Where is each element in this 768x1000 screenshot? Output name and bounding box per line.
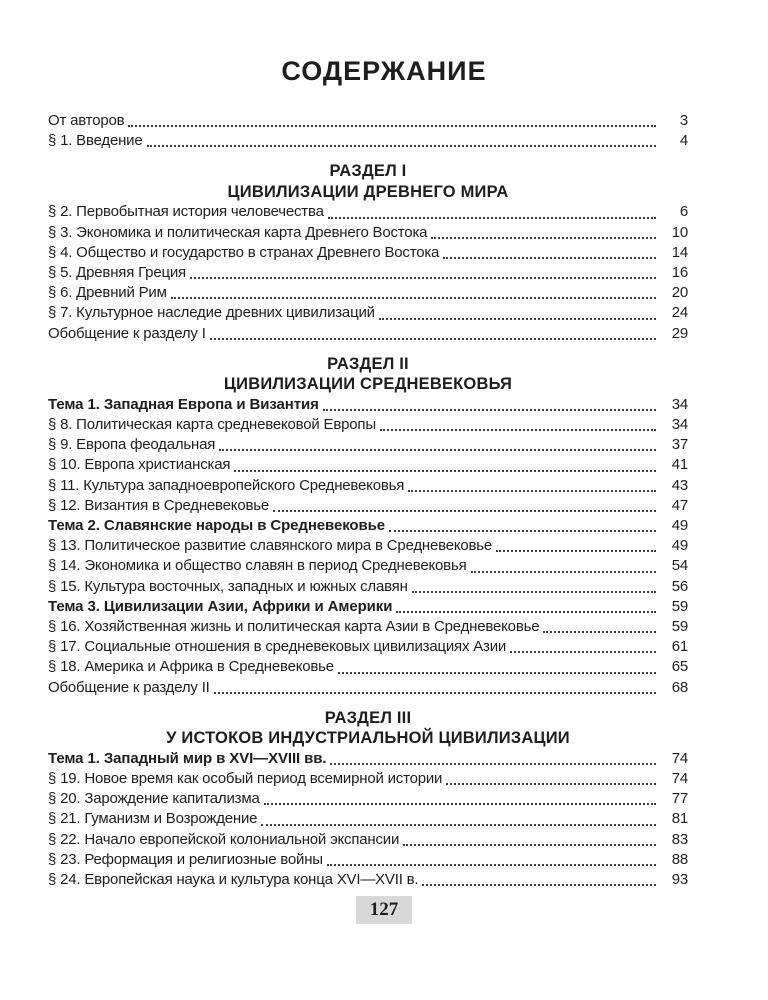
- dot-leader: [219, 449, 656, 451]
- entry-label: § 1. Введение: [48, 132, 143, 150]
- toc-entry: [48, 536, 688, 556]
- toc-entry: [48, 435, 688, 455]
- entry-page-number: 59: [671, 618, 688, 636]
- entry-label: Тема 2. Славянские народы в Средневековье: [48, 517, 385, 535]
- section-title: У ИСТОКОВ ИНДУСТРИАЛЬНОЙ ЦИВИЛИЗАЦИИ: [166, 729, 570, 748]
- toc-entry: [48, 263, 688, 283]
- section-number: РАЗДЕЛ I: [329, 162, 407, 181]
- entry-page-number: 14: [671, 243, 688, 261]
- dot-leader: [338, 672, 656, 674]
- entry-label: § 15. Культура восточных, западных и южных славян: [48, 577, 408, 595]
- toc-entry: [48, 678, 688, 698]
- dot-leader: [234, 470, 656, 472]
- toc-entry: [48, 809, 688, 829]
- entry-label: Тема 3. Цивилизации Азии, Африки и Америки: [48, 597, 393, 615]
- toc-entry: [48, 830, 688, 850]
- entry-page-number: 47: [671, 496, 688, 514]
- toc-entry: [48, 476, 688, 496]
- toc-entry: [48, 223, 688, 243]
- toc-entry: [48, 657, 688, 677]
- entry-label: Тема 1. Западная Европа и Византия: [48, 395, 319, 413]
- entry-page-number: 41: [671, 456, 688, 474]
- entry-page-number: 65: [671, 658, 688, 676]
- toc-entry: [48, 324, 688, 344]
- entry-label: § 7. Культурное наследие древних цивилизаций: [48, 304, 375, 322]
- entry-page-number: 54: [671, 557, 688, 575]
- entry-label: § 21. Гуманизм и Возрождение: [48, 810, 258, 828]
- toc-entry: [48, 243, 688, 263]
- entry-label: § 5. Древняя Греция: [48, 264, 186, 282]
- entry-label: § 3. Экономика и политическая карта Древнего Востока: [48, 223, 428, 241]
- dot-leader: [422, 884, 656, 886]
- dot-leader: [330, 763, 656, 765]
- section-number: РАЗДЕЛ III: [324, 708, 412, 727]
- dot-leader: [403, 844, 656, 846]
- toc-entry: [48, 637, 688, 657]
- entry-label: § 4. Общество и государство в странах Древнего Востока: [48, 243, 440, 261]
- dot-leader: [379, 318, 656, 320]
- entry-page-number: 59: [671, 597, 688, 615]
- entry-label: § 8. Политическая карта средневековой Европы: [48, 416, 376, 434]
- dot-leader: [264, 803, 656, 805]
- entry-label: § 19. Новое время как особый период всемирной истории: [48, 770, 443, 788]
- dot-leader: [273, 510, 656, 512]
- entry-label: § 23. Реформация и религиозные войны: [48, 850, 323, 868]
- entry-page-number: 10: [671, 223, 688, 241]
- entry-label: Обобщение к разделу II: [48, 678, 210, 696]
- entry-page-number: 74: [671, 749, 688, 767]
- entry-label: § 9. Европа феодальная: [48, 436, 216, 454]
- entry-page-number: 3: [679, 112, 688, 129]
- dot-leader: [128, 125, 656, 127]
- toc-entry: [48, 769, 688, 789]
- entry-label: Обобщение к разделу I: [48, 324, 206, 342]
- entry-page-number: 34: [671, 416, 688, 434]
- entry-page-number: 49: [671, 537, 688, 555]
- dot-leader: [190, 277, 656, 279]
- entry-label: § 12. Византия в Средневековье: [48, 496, 269, 514]
- entry-page-number: 43: [671, 476, 688, 494]
- dot-leader: [412, 591, 656, 593]
- dot-leader: [408, 490, 656, 492]
- dot-leader: [389, 530, 656, 532]
- page-title: СОДЕРЖАНИЕ: [281, 56, 487, 86]
- entry-label: § 13. Политическое развитие славянского мира в Средневековье: [48, 537, 493, 555]
- entry-label: § 10. Европа христианская: [48, 456, 231, 474]
- section-title: ЦИВИЛИЗАЦИИ СРЕДНЕВЕКОВЬЯ: [223, 375, 513, 394]
- entry-page-number: 56: [671, 577, 688, 595]
- entry-page-number: 61: [671, 638, 688, 656]
- toc-entry: [48, 202, 688, 222]
- dot-leader: [446, 783, 656, 785]
- toc-entry: [48, 283, 688, 303]
- dot-leader: [496, 550, 656, 552]
- dot-leader: [327, 864, 656, 866]
- section-title: ЦИВИЛИЗАЦИИ ДРЕВНЕГО МИРА: [227, 182, 509, 201]
- dot-leader: [261, 824, 656, 826]
- dot-leader: [431, 237, 656, 239]
- dot-leader: [510, 651, 656, 653]
- entry-label: § 2. Первобытная история человечества: [48, 203, 324, 221]
- toc-entry: [48, 395, 688, 415]
- dot-leader: [147, 145, 656, 147]
- dot-leader: [380, 429, 656, 431]
- toc-entry: [48, 789, 688, 809]
- dot-leader: [214, 692, 656, 694]
- entry-page-number: 24: [671, 304, 688, 322]
- entry-page-number: 4: [679, 132, 688, 150]
- toc-entry: [48, 415, 688, 435]
- entry-label: § 22. Начало европейской колониальной экспансии: [48, 830, 400, 848]
- entry-label: § 17. Социальные отношения в средневековых цивилизациях Азии: [48, 638, 507, 656]
- entry-page-number: 6: [679, 203, 688, 221]
- toc-entry: [48, 556, 688, 576]
- entry-page-number: 29: [671, 324, 688, 342]
- entry-label: § 14. Экономика и общество славян в период Средневековья: [48, 557, 467, 575]
- toc-entry: [48, 455, 688, 475]
- table-of-contents: [48, 111, 688, 890]
- dot-leader: [323, 409, 656, 411]
- dot-leader: [443, 257, 656, 259]
- toc-entry: [48, 850, 688, 870]
- toc-entry: [48, 577, 688, 597]
- entry-label: Тема 1. Западный мир в XVI—XVIII вв.: [48, 749, 327, 767]
- toc-entry: [48, 749, 688, 769]
- entry-page-number: 93: [671, 871, 688, 889]
- entry-page-number: 81: [671, 810, 688, 828]
- entry-label: § 11. Культура западноевропейского Средневековья: [48, 476, 405, 494]
- entry-label: § 20. Зарождение капитализма: [48, 790, 260, 808]
- entry-page-number: 49: [671, 517, 688, 535]
- section-heading: [48, 161, 688, 202]
- entry-label: § 6. Древний Рим: [48, 284, 167, 302]
- toc-entry: [48, 496, 688, 516]
- toc-entry: [48, 131, 688, 151]
- toc-entry: [48, 597, 688, 617]
- dot-leader: [210, 338, 656, 340]
- entry-page-number: 37: [671, 436, 688, 454]
- section-heading: [48, 708, 688, 749]
- entry-label: § 16. Хозяйственная жизнь и политическая карта Азии в Средневековье: [48, 618, 540, 636]
- entry-page-number: 34: [671, 395, 688, 413]
- dot-leader: [543, 631, 656, 633]
- entry-page-number: 68: [671, 678, 688, 696]
- toc-entry: [48, 870, 688, 890]
- dot-leader: [471, 571, 657, 573]
- entry-label: § 24. Европейская наука и культура конца XVI—XVII в.: [48, 871, 419, 889]
- page-number: 127: [356, 896, 412, 924]
- entry-page-number: 77: [671, 790, 688, 808]
- toc-entry: [48, 516, 688, 536]
- dot-leader: [396, 611, 656, 613]
- entry-page-number: 74: [671, 770, 688, 788]
- toc-entry: [48, 303, 688, 323]
- section-number: РАЗДЕЛ II: [327, 354, 409, 373]
- entry-page-number: 20: [671, 284, 688, 302]
- entry-label: От авторов: [48, 112, 125, 129]
- entry-page-number: 83: [671, 830, 688, 848]
- toc-entry: [48, 111, 688, 131]
- entry-label: § 18. Америка и Африка в Средневековье: [48, 658, 334, 676]
- page-footer: [0, 896, 768, 924]
- toc-entry: [48, 617, 688, 637]
- dot-leader: [171, 297, 656, 299]
- section-heading: [48, 354, 688, 395]
- dot-leader: [328, 217, 656, 219]
- entry-page-number: 16: [671, 264, 688, 282]
- entry-page-number: 88: [671, 850, 688, 868]
